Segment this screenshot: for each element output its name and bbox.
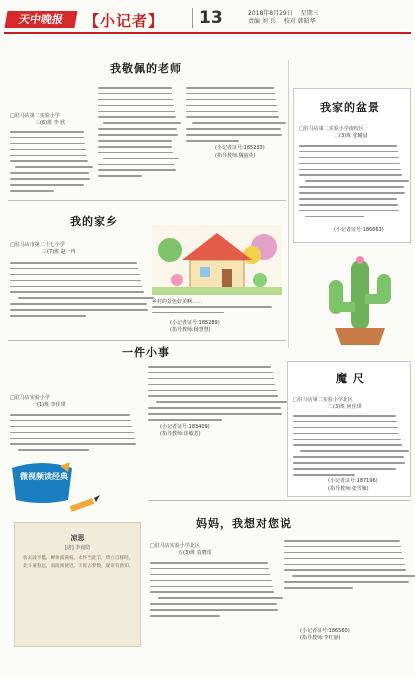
issue-weekday: 星期三 <box>300 10 319 17</box>
text-line <box>10 268 138 270</box>
article-body-plant <box>299 145 405 222</box>
text-line <box>293 462 405 464</box>
text-line <box>10 432 134 434</box>
magic-ruler-article-box <box>287 361 411 497</box>
text-line <box>186 128 281 130</box>
text-line <box>186 93 275 95</box>
text-line <box>98 111 175 113</box>
text-line <box>299 192 405 194</box>
section-divider <box>8 340 286 341</box>
text-line <box>148 384 275 386</box>
byline-school-plant: □驻马店第二实验小学南校区 <box>299 126 364 132</box>
text-line <box>98 175 142 177</box>
text-line <box>150 586 273 588</box>
illustration-caption: 乡村的景色好美啊…… <box>152 299 203 305</box>
text-line <box>10 303 147 305</box>
text-line <box>10 414 130 416</box>
text-line <box>186 116 279 118</box>
text-line <box>158 597 283 599</box>
text-line <box>156 401 287 403</box>
article-title-plant[interactable]: 我家的盆景 <box>320 101 380 114</box>
text-line <box>284 552 402 554</box>
article-title-mom[interactable]: 妈妈，我想对您说 <box>196 517 292 530</box>
reporter-id-incident: (小记者证号:183409) <box>160 424 210 430</box>
text-line <box>293 456 404 458</box>
text-line <box>299 145 397 147</box>
masthead <box>4 8 411 34</box>
text-line <box>293 421 397 423</box>
text-line <box>98 128 177 130</box>
byline-school-hometown: □驻马店市第二十七小学 <box>10 242 65 248</box>
text-line <box>300 450 410 452</box>
text-line <box>98 87 172 89</box>
text-line <box>103 122 181 124</box>
text-line <box>293 433 399 435</box>
article-body-incident-col1 <box>10 414 140 455</box>
article-body-teacher-col3 <box>186 87 282 146</box>
text-line <box>10 262 137 264</box>
advisor-mohuan: (指导教师:张雪雁) <box>328 486 369 492</box>
advisor-incident: (指导教师:崔敏芳) <box>160 431 201 437</box>
text-line <box>293 427 398 429</box>
text-line <box>284 558 404 560</box>
article-body-incident-col2 <box>148 366 282 425</box>
text-line <box>299 151 398 153</box>
article-body-mohuan <box>293 415 405 480</box>
text-line <box>150 574 270 576</box>
text-line <box>299 163 400 165</box>
text-line <box>98 140 172 142</box>
text-line <box>292 575 415 577</box>
classic-reading-promo[interactable] <box>8 462 143 647</box>
article-body-teacher-col2 <box>98 87 178 181</box>
text-line <box>10 172 89 174</box>
text-line <box>299 169 401 171</box>
text-line <box>10 291 144 293</box>
article-body-mom-col1 <box>150 562 278 621</box>
page-number: 13 <box>192 8 223 28</box>
article-title-mohuan[interactable]: 魔 尺 <box>336 372 365 385</box>
text-line <box>148 419 222 421</box>
text-line <box>10 131 84 133</box>
article-title-teacher[interactable]: 我敬佩的老师 <box>110 62 182 75</box>
byline-grade-mom: 五(3)班 袁晓雷 <box>178 550 212 556</box>
text-line <box>284 569 406 571</box>
text-line <box>284 581 409 583</box>
reporter-id-teacher: (小记者证号:185233) <box>215 145 265 151</box>
editor-credit: 责编 刘 兵 <box>248 18 276 25</box>
text-line <box>299 210 399 212</box>
text-line <box>10 137 84 139</box>
text-line <box>98 116 176 118</box>
byline-school-mom: □驻马店实验小学北区 <box>150 543 200 549</box>
poem-title: 凉思 <box>70 534 85 542</box>
text-line <box>148 378 274 380</box>
poem-text: 客去波平槛，蝉休露满枝。永怀当此节，倚立自移时。北斗兼春远，南陵寓使迟。天涯占梦数，疑误有新知。 <box>23 556 134 569</box>
text-line <box>293 474 355 476</box>
text-line <box>284 564 405 566</box>
text-line <box>150 591 274 593</box>
byline-grade-plant: 二(3)班 张曦晨 <box>334 133 368 139</box>
column-divider <box>288 60 289 348</box>
reporter-id-mom: (小记者证号:186560) <box>300 628 350 634</box>
text-line <box>284 587 353 589</box>
text-line <box>18 449 90 451</box>
byline-school-incident: □驻马店实验小学 <box>10 395 50 401</box>
masthead-meta <box>248 10 408 26</box>
text-line <box>98 164 175 166</box>
byline-school-mohuan: □驻马店第二实验小学北区 <box>293 397 353 403</box>
text-line <box>98 134 178 136</box>
text-line <box>10 155 87 157</box>
text-line <box>148 372 273 374</box>
text-line <box>150 609 278 611</box>
text-line <box>284 546 401 548</box>
text-line <box>10 149 86 151</box>
text-line <box>98 105 174 107</box>
text-line <box>150 603 277 605</box>
reporter-id-mohuan: (小记者证号:187196) <box>328 478 378 484</box>
text-line <box>305 180 409 182</box>
text-line <box>186 134 282 136</box>
section-divider <box>8 200 286 201</box>
text-line <box>10 178 90 180</box>
byline-school-teacher: □驻马店第二实验小学 <box>10 113 60 119</box>
text-line <box>186 111 278 113</box>
article-title-hometown[interactable]: 我的家乡 <box>70 215 118 228</box>
text-line <box>10 438 135 440</box>
text-line <box>152 312 224 314</box>
advisor-hometown: (指导教师:杨慧慧) <box>170 327 211 333</box>
text-line <box>299 204 398 206</box>
text-line <box>293 444 402 446</box>
promo-badge-text[interactable]: 微视频读经典 <box>20 472 68 481</box>
text-line <box>98 99 173 101</box>
issue-date: 2018年8月29日 <box>248 10 293 17</box>
text-line <box>10 160 88 162</box>
text-line <box>192 122 286 124</box>
text-line <box>186 140 239 142</box>
text-line <box>186 105 277 107</box>
text-line <box>103 158 179 160</box>
text-line <box>10 280 141 282</box>
text-line <box>293 439 401 441</box>
text-line <box>10 309 148 311</box>
text-line <box>150 615 220 617</box>
promo-badge-shape <box>8 462 76 504</box>
text-line <box>186 99 276 101</box>
text-line <box>150 568 269 570</box>
text-line <box>299 186 404 188</box>
text-line <box>293 415 396 417</box>
text-line <box>299 174 402 176</box>
byline-grade-teacher: 三(6)班 李 欣 <box>35 120 66 126</box>
cactus-illustration <box>293 250 411 345</box>
advisor-teacher: (指导教师:魏丽英) <box>215 153 256 159</box>
byline-grade-incident: 一(1)班 李佳琪 <box>32 402 66 408</box>
text-line <box>10 315 86 317</box>
proofreader-credit: 校对 韩昭华 <box>283 18 316 25</box>
newspaper-logo[interactable]: 天中晚报 <box>5 11 78 28</box>
text-line <box>10 443 136 445</box>
poem-author: [唐] 李商隐 <box>64 545 91 551</box>
text-line <box>148 390 277 392</box>
article-body-teacher-col1 <box>10 131 90 196</box>
text-line <box>293 468 396 470</box>
column-name: 【小记者】 <box>84 12 165 30</box>
text-line <box>299 198 397 200</box>
text-line <box>148 395 278 397</box>
text-line <box>10 286 142 288</box>
text-line <box>148 366 271 368</box>
text-line <box>152 306 272 308</box>
text-line <box>98 169 176 171</box>
article-title-incident[interactable]: 一件小事 <box>122 346 170 359</box>
text-line <box>98 152 173 154</box>
section-divider <box>148 500 410 501</box>
byline-grade-hometown: 三(7)班 赵一冉 <box>42 249 76 255</box>
poem-card <box>14 522 141 647</box>
village-house-illustration <box>152 225 282 295</box>
text-line <box>98 146 172 148</box>
article-body-hometown <box>10 262 148 321</box>
reporter-id-hometown: (小记者证号:185289) <box>170 320 220 326</box>
text-line <box>10 184 84 186</box>
text-line <box>150 562 268 564</box>
plant-article-box <box>293 88 411 243</box>
text-line <box>186 87 274 89</box>
text-line <box>284 540 400 542</box>
text-line <box>148 407 281 409</box>
text-line <box>148 413 282 415</box>
text-line <box>150 580 272 582</box>
text-line <box>299 157 399 159</box>
pencil-icon <box>68 492 102 518</box>
byline-grade-mohuan: 二(3)班 何佳琪 <box>328 404 362 410</box>
caption-lines <box>152 306 282 318</box>
article-body-mom-col2 <box>284 540 410 593</box>
reporter-id-plant: (小记者证号:186663) <box>334 227 384 233</box>
text-line <box>10 426 132 428</box>
text-line <box>98 93 172 95</box>
text-line <box>10 190 54 192</box>
text-line <box>18 297 153 299</box>
text-line <box>10 143 85 145</box>
advisor-mom: (指导教师:李红丽) <box>300 635 341 641</box>
text-line <box>305 216 363 218</box>
text-line <box>10 274 140 276</box>
text-line <box>10 420 131 422</box>
text-line <box>15 166 93 168</box>
